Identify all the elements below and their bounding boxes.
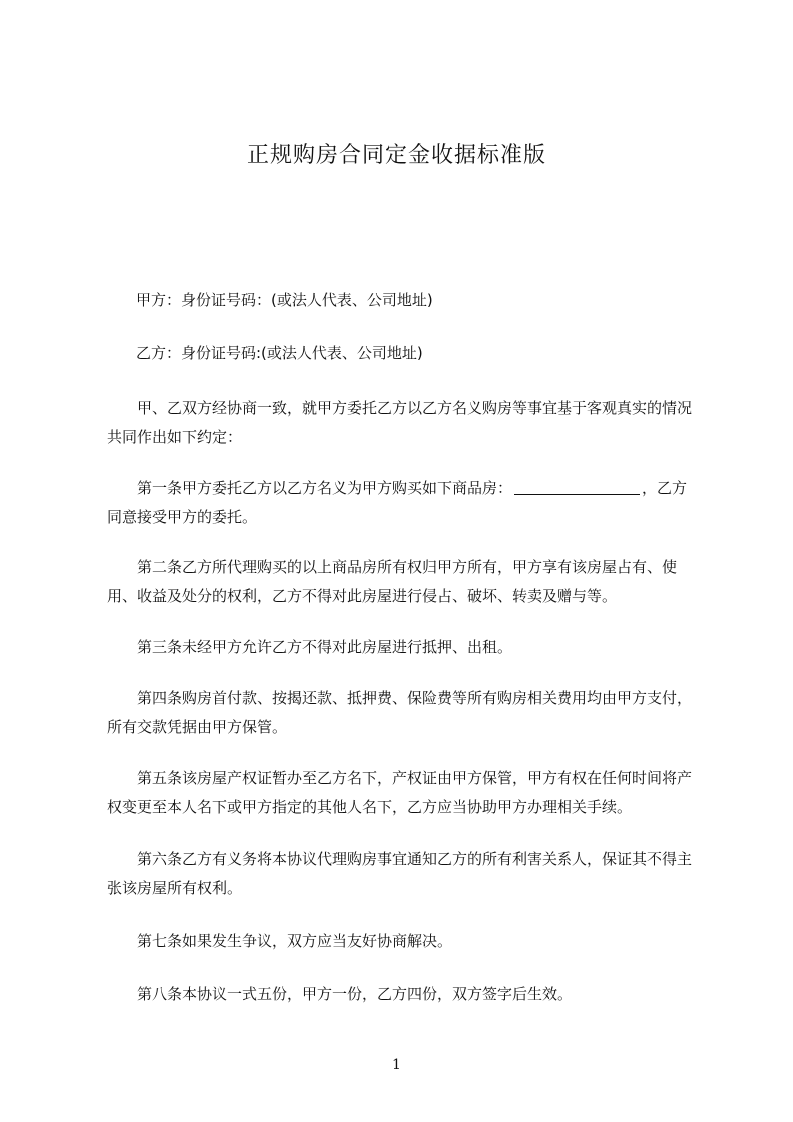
clause-8-paragraph: 第八条本协议一式五份，甲方一份，乙方四份，双方签字后生效。 bbox=[137, 985, 573, 1003]
clause-5-paragraph: 第五条该房屋产权证暂办至乙方名下，产权证由甲方保管，甲方有权在任何时间将产权变更至本人名下或甲方指定的其他人名下，乙方应当协助甲方办理相关手续。 bbox=[107, 769, 693, 816]
party-a-line: 甲方：身份证号码：(或法人代表、公司地址) bbox=[136, 291, 433, 309]
clause-4-paragraph: 第四条购房首付款、按揭还款、抵押费、保险费等所有购房相关费用均由甲方支付，所有交款凭据由甲方保管。 bbox=[107, 689, 693, 736]
clause-1-text-before: 第一条甲方委托乙方以乙方名义为甲方购买如下商品房： bbox=[137, 479, 513, 497]
clause-2-paragraph: 第二条乙方所代理购买的以上商品房所有权归甲方所有，甲方享有该房屋占有、使用、收益及处分的权利，乙方不得对此房屋进行侵占、破坏、转卖及赠与等。 bbox=[107, 558, 678, 605]
clause-1-paragraph bbox=[107, 474, 701, 532]
party-b-line: 乙方：身份证号码:(或法人代表、公司地址) bbox=[136, 344, 423, 362]
clause-6-paragraph: 第六条乙方有义务将本协议代理购房事宜通知乙方的所有利害关系人，保证其不得主张该房屋所有权利。 bbox=[107, 850, 693, 897]
preamble-paragraph: 甲、乙双方经协商一致，就甲方委托乙方以乙方名义购房等事宜基于客观真实的情况共同作出如下约定： bbox=[107, 399, 693, 446]
page-number: 1 bbox=[392, 1057, 401, 1073]
clause-7-paragraph: 第七条如果发生争议，双方应当友好协商解决。 bbox=[137, 932, 453, 950]
clause-3-paragraph: 第三条未经甲方允许乙方不得对此房屋进行抵押、出租。 bbox=[137, 638, 513, 656]
property-fill-in-blank[interactable] bbox=[514, 480, 640, 495]
clause-1-text-after: ，乙方同意接受甲方的委托。 bbox=[107, 479, 688, 526]
document-title: 正规购房合同定金收据标准版 bbox=[246, 143, 546, 168]
